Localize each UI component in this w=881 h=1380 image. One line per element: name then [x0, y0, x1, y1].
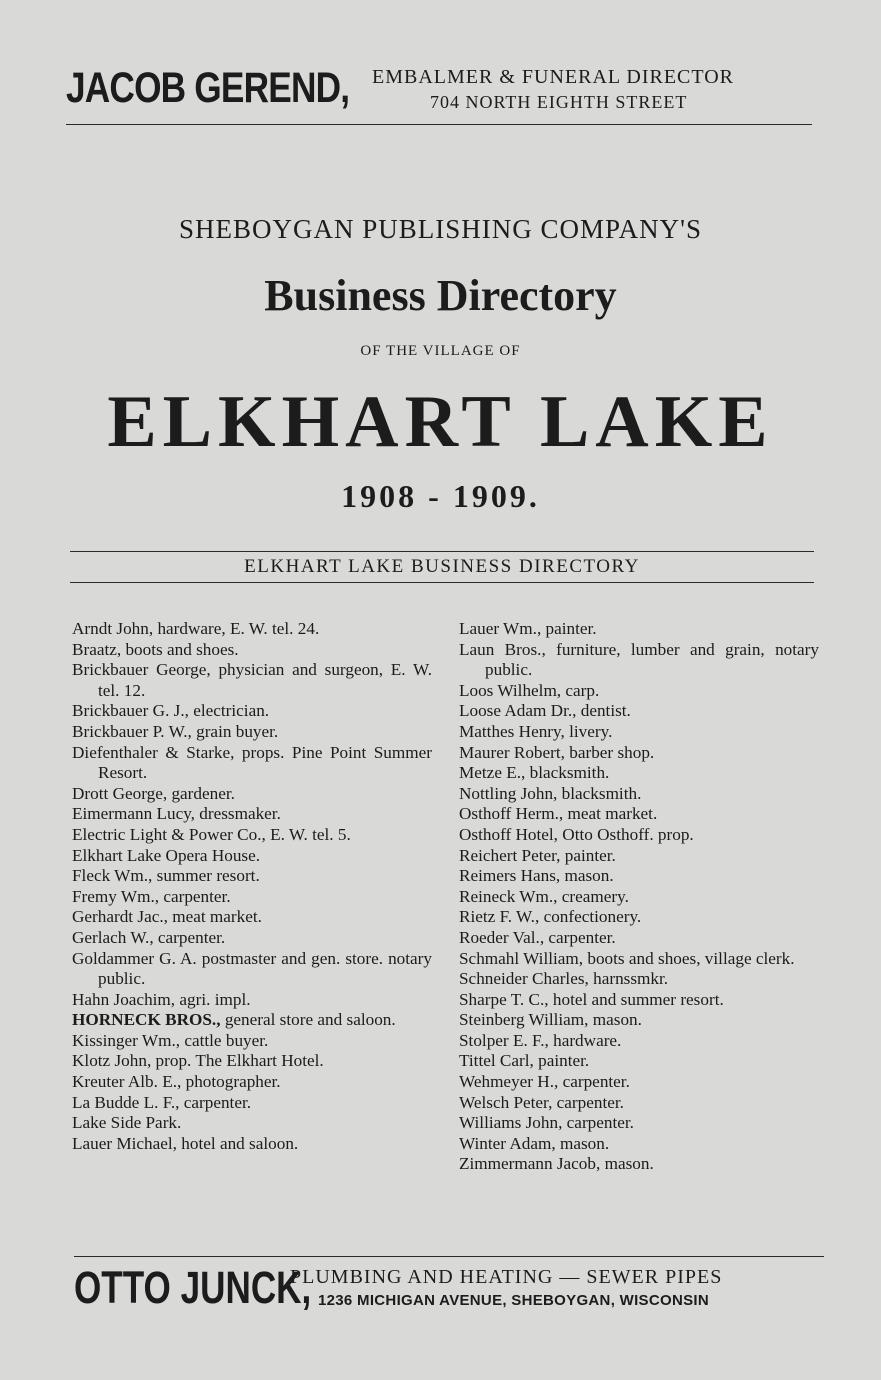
entry-text: Electric Light & Power Co., E. W. tel. 5.	[72, 824, 351, 844]
entry-text: Lake Side Park.	[72, 1113, 182, 1133]
entry-text: Maurer Robert, barber shop.	[459, 742, 655, 762]
entry-text: Osthoff Herm., meat market.	[459, 804, 658, 824]
entry-text: Reineck Wm., creamery.	[459, 886, 629, 906]
directory-entry	[72, 1031, 432, 1052]
directory-entry	[459, 743, 819, 764]
directory-entry	[72, 784, 432, 805]
directory-entry	[459, 784, 819, 805]
directory-entry	[459, 722, 819, 743]
entry-text: Fremy Wm., carpenter.	[72, 886, 231, 906]
directory-years: 1908 - 1909.	[341, 478, 540, 514]
directory-entry	[459, 1072, 819, 1093]
entry-text: Hahn Joachim, agri. impl.	[72, 989, 251, 1009]
entry-text: Goldammer G. A. postmaster and gen. store. notary public.	[72, 948, 432, 989]
directory-entry	[72, 928, 432, 949]
village-name: ELKHART LAKE	[107, 381, 774, 463]
directory-entry	[459, 701, 819, 722]
advertiser-occupation: EMBALMER & FUNERAL DIRECTOR	[372, 66, 735, 88]
entry-text: Matthes Henry, livery.	[459, 721, 613, 741]
directory-entry	[72, 1113, 432, 1134]
advertiser-services: PLUMBING AND HEATING — SEWER PIPES	[290, 1266, 723, 1288]
directory-entry	[72, 804, 432, 825]
entry-text: Sharpe T. C., hotel and summer resort.	[459, 989, 724, 1009]
entry-text: Braatz, boots and shoes.	[72, 639, 239, 659]
section-rule-bottom	[70, 582, 814, 583]
directory-entry	[72, 1051, 432, 1072]
section-rule-top	[70, 551, 814, 552]
entry-text: Steinberg William, mason.	[459, 1010, 642, 1030]
directory-entry	[72, 640, 432, 661]
directory-column-right	[459, 619, 819, 1175]
entry-text: Winter Adam, mason.	[459, 1133, 610, 1153]
entry-text: Welsch Peter, carpenter.	[459, 1092, 624, 1112]
entry-text: Klotz John, prop. The Elkhart Hotel.	[72, 1051, 324, 1071]
entry-text: Gerhardt Jac., meat market.	[72, 907, 262, 927]
directory-entry	[72, 990, 432, 1011]
bottom-divider	[74, 1256, 824, 1257]
entry-text: Loose Adam Dr., dentist.	[459, 701, 631, 721]
directory-entry	[72, 949, 432, 990]
entry-text: Williams John, carpenter.	[459, 1113, 634, 1133]
advertiser-address: 704 NORTH EIGHTH STREET	[430, 92, 688, 112]
entry-business-name: HORNECK BROS.,	[72, 1010, 221, 1030]
directory-entry	[459, 619, 819, 640]
directory-entry	[459, 640, 819, 681]
directory-entry	[459, 763, 819, 784]
directory-entry	[459, 1154, 819, 1175]
directory-entry	[72, 1134, 432, 1155]
entry-text: Stolper E. F., hardware.	[459, 1030, 622, 1050]
publisher-heading: SHEBOYGAN PUBLISHING COMPANY'S	[179, 214, 702, 244]
entry-text: La Budde L. F., carpenter.	[72, 1092, 252, 1112]
entry-text: Brickbauer G. J., electrician.	[72, 701, 270, 721]
directory-entry	[72, 825, 432, 846]
directory-entry	[72, 743, 432, 784]
top-divider	[66, 124, 812, 125]
entry-text: Wehmeyer H., carpenter.	[459, 1072, 630, 1092]
entry-text: Zimmermann Jacob, mason.	[459, 1154, 654, 1174]
entry-text: Arndt John, hardware, E. W. tel. 24.	[72, 619, 320, 638]
entry-text: Osthoff Hotel, Otto Osthoff. prop.	[459, 824, 694, 844]
entry-text: Lauer Wm., painter.	[459, 619, 597, 638]
directory-entry	[459, 846, 819, 867]
directory-entry	[72, 660, 432, 701]
entry-text: Reimers Hans, mason.	[459, 866, 614, 886]
entry-text: Lauer Michael, hotel and saloon.	[72, 1133, 299, 1153]
directory-entry	[459, 1113, 819, 1134]
advertiser-name: OTTO JUNCK,	[74, 1262, 312, 1313]
directory-entry	[72, 619, 432, 640]
section-heading: ELKHART LAKE BUSINESS DIRECTORY	[244, 556, 640, 577]
directory-entry	[459, 866, 819, 887]
directory-entry	[72, 866, 432, 887]
entry-text: Loos Wilhelm, carp.	[459, 680, 600, 700]
entry-text: Laun Bros., furniture, lumber and grain, notary public.	[459, 639, 819, 680]
entry-text: Schneider Charles, harnssmkr.	[459, 969, 669, 989]
directory-entry	[72, 887, 432, 908]
entry-text: Reichert Peter, painter.	[459, 845, 616, 865]
directory-entry	[72, 1072, 432, 1093]
entry-text: Tittel Carl, painter.	[459, 1051, 590, 1071]
entry-text: Brickbauer P. W., grain buyer.	[72, 721, 279, 741]
directory-entry	[459, 1051, 819, 1072]
directory-entry	[459, 681, 819, 702]
directory-entry	[72, 701, 432, 722]
directory-entry	[72, 846, 432, 867]
advertiser-address: 1236 MICHIGAN AVENUE, SHEBOYGAN, WISCONSIN	[318, 1292, 709, 1309]
directory-entry	[459, 907, 819, 928]
directory-entry	[459, 1093, 819, 1114]
directory-entry	[72, 722, 432, 743]
directory-entry	[459, 825, 819, 846]
advertiser-name: JACOB GEREND,	[66, 64, 350, 112]
entry-text: Diefenthaler & Starke, props. Pine Point Summer Resort.	[72, 742, 432, 783]
directory-column-left	[72, 619, 432, 1154]
directory-entry	[72, 1010, 432, 1031]
page-title: Business Directory	[264, 271, 617, 320]
entry-text: Eimermann Lucy, dressmaker.	[72, 804, 281, 824]
entry-text: Schmahl William, boots and shoes, village clerk.	[459, 948, 795, 968]
entry-text: Nottling John, blacksmith.	[459, 783, 642, 803]
directory-entry	[459, 1031, 819, 1052]
directory-entry	[459, 928, 819, 949]
directory-entry	[459, 949, 819, 970]
page-subtitle: OF THE VILLAGE OF	[360, 343, 521, 359]
entry-text: Fleck Wm., summer resort.	[72, 866, 260, 886]
entry-text: general store and saloon.	[220, 1010, 396, 1030]
entry-text: Elkhart Lake Opera House.	[72, 845, 261, 865]
bottom-advertisement	[74, 1262, 824, 1326]
directory-entry	[72, 907, 432, 928]
entry-text: Drott George, gardener.	[72, 783, 235, 803]
top-advertisement	[66, 62, 812, 126]
entry-text: Kreuter Alb. E., photographer.	[72, 1072, 281, 1092]
directory-entry	[72, 1093, 432, 1114]
directory-entry	[459, 804, 819, 825]
directory-entry	[459, 1010, 819, 1031]
entry-text: Brickbauer George, physician and surgeon, E. W. tel. 12.	[72, 660, 432, 700]
entry-text: Metze E., blacksmith.	[459, 763, 610, 783]
directory-entry	[459, 1134, 819, 1155]
entry-text: Gerlach W., carpenter.	[72, 927, 226, 947]
entry-text: Rietz F. W., confectionery.	[459, 907, 642, 927]
entry-text: Kissinger Wm., cattle buyer.	[72, 1030, 269, 1050]
directory-entry	[459, 887, 819, 908]
directory-entry	[459, 969, 819, 990]
entry-text: Roeder Val., carpenter.	[459, 927, 616, 947]
directory-entry	[459, 990, 819, 1011]
